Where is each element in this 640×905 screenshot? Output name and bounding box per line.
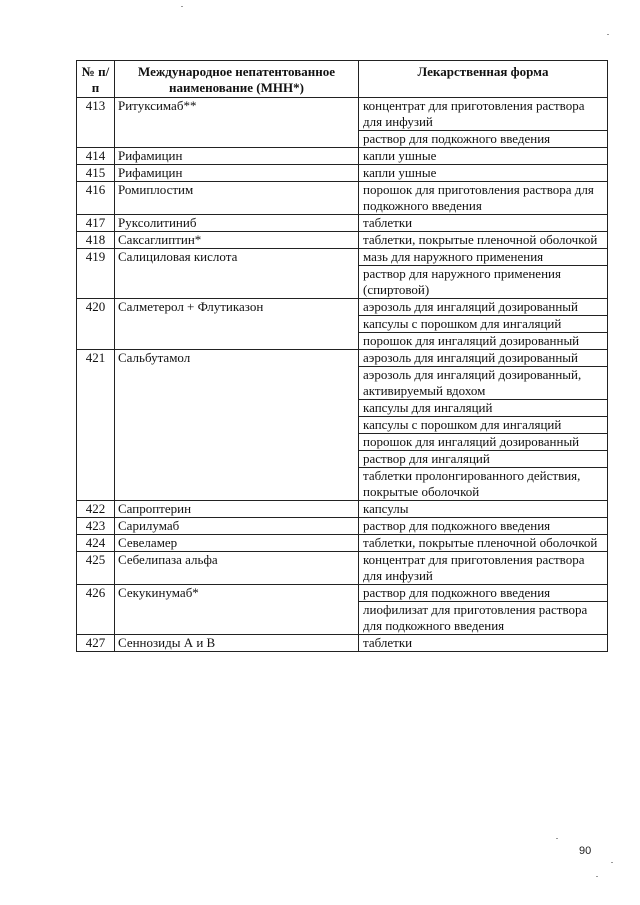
table-row [77,98,608,131]
scan-speck [556,838,558,839]
dosage-form-cell: таблетки пролонгированного действия, покрытые оболочкой [359,468,608,501]
table-row [77,299,608,316]
scan-speck [607,34,609,35]
scan-speck [181,6,183,7]
drug-list-table [76,60,608,652]
inn-name-cell: Севеламер [115,535,359,552]
dosage-form-cell: раствор для подкожного введения [359,585,608,602]
table-row [77,535,608,552]
table-row [77,635,608,652]
dosage-form-cell: таблетки [359,215,608,232]
dosage-form-cell: капсулы с порошком для ингаляций [359,316,608,333]
table-body [77,98,608,652]
dosage-form-cell: концентрат для приготовления раствора для инфузий [359,98,608,131]
inn-name-cell: Салициловая кислота [115,249,359,299]
dosage-form-cell: капли ушные [359,165,608,182]
header-dosage-form: Лекарственная форма [359,61,608,98]
row-number: 424 [77,535,115,552]
dosage-form-cell: раствор для подкожного введения [359,131,608,148]
table-row [77,518,608,535]
table-row [77,585,608,602]
dosage-form-cell: аэрозоль для ингаляций дозированный [359,299,608,316]
dosage-form-cell: порошок для ингаляций дозированный [359,434,608,451]
inn-name-cell: Ромиплостим [115,182,359,215]
inn-name-cell: Ритуксимаб** [115,98,359,148]
table-row [77,232,608,249]
row-number: 415 [77,165,115,182]
dosage-form-cell: аэрозоль для ингаляций дозированный, активируемый вдохом [359,367,608,400]
row-number: 417 [77,215,115,232]
table-row [77,552,608,585]
row-number: 416 [77,182,115,215]
dosage-form-cell: таблетки, покрытые пленочной оболочкой [359,232,608,249]
dosage-form-cell: раствор для подкожного введения [359,518,608,535]
row-number: 423 [77,518,115,535]
table-row [77,165,608,182]
row-number: 419 [77,249,115,299]
table-row [77,182,608,215]
dosage-form-cell: таблетки [359,635,608,652]
table-row [77,215,608,232]
page-number: 90 [579,845,592,857]
dosage-form-cell: концентрат для приготовления раствора для инфузий [359,552,608,585]
row-number: 420 [77,299,115,350]
row-number: 426 [77,585,115,635]
row-number: 418 [77,232,115,249]
row-number: 413 [77,98,115,148]
row-number: 421 [77,350,115,501]
row-number: 425 [77,552,115,585]
table-row [77,501,608,518]
inn-name-cell: Рифамицин [115,165,359,182]
inn-name-cell: Секукинумаб* [115,585,359,635]
inn-name-cell: Салметерол + Флутиказон [115,299,359,350]
inn-name-cell: Саксаглиптин* [115,232,359,249]
inn-name-cell: Сапроптерин [115,501,359,518]
header-inn-name: Международное непатентованное наименование (МНН*) [115,61,359,98]
header-number: № п/п [77,61,115,98]
inn-name-cell: Сеннозиды А и В [115,635,359,652]
inn-name-cell: Сальбутамол [115,350,359,501]
inn-name-cell: Рифамицин [115,148,359,165]
dosage-form-cell: капсулы [359,501,608,518]
dosage-form-cell: мазь для наружного применения [359,249,608,266]
row-number: 414 [77,148,115,165]
dosage-form-cell: порошок для ингаляций дозированный [359,333,608,350]
table-header-row [77,61,608,98]
row-number: 427 [77,635,115,652]
inn-name-cell: Себелипаза альфа [115,552,359,585]
table-row [77,350,608,367]
table-row [77,249,608,266]
dosage-form-cell: лиофилизат для приготовления раствора для подкожного введения [359,602,608,635]
scan-speck [611,862,613,863]
inn-name-cell: Руксолитиниб [115,215,359,232]
table-row [77,148,608,165]
dosage-form-cell: капсулы с порошком для ингаляций [359,417,608,434]
scan-speck [596,876,598,877]
dosage-form-cell: капли ушные [359,148,608,165]
dosage-form-cell: раствор для наружного применения (спиртовой) [359,266,608,299]
inn-name-cell: Сарилумаб [115,518,359,535]
dosage-form-cell: капсулы для ингаляций [359,400,608,417]
dosage-form-cell: раствор для ингаляций [359,451,608,468]
dosage-form-cell: таблетки, покрытые пленочной оболочкой [359,535,608,552]
dosage-form-cell: порошок для приготовления раствора для подкожного введения [359,182,608,215]
row-number: 422 [77,501,115,518]
dosage-form-cell: аэрозоль для ингаляций дозированный [359,350,608,367]
